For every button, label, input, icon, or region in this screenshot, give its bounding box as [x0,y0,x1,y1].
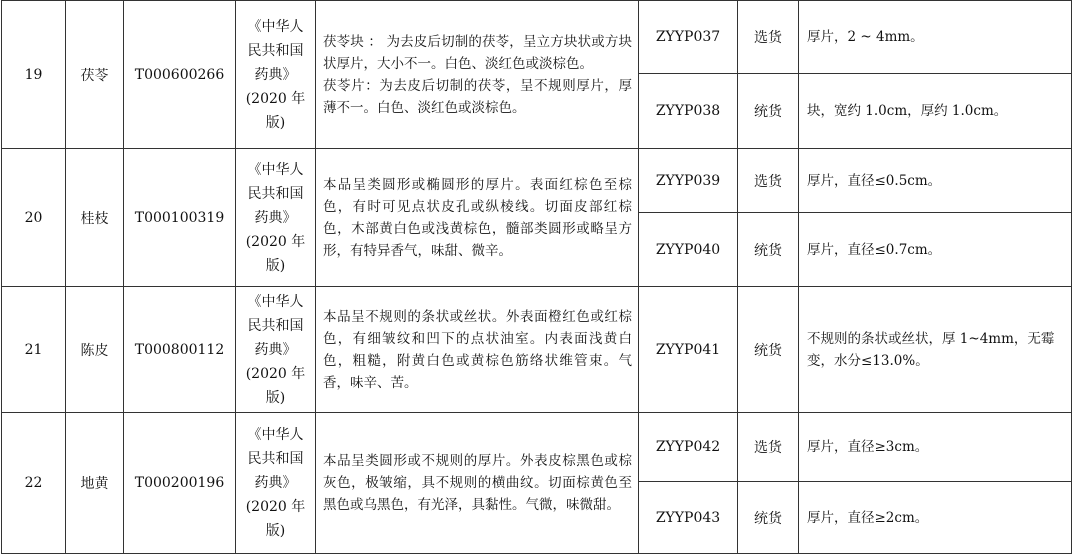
spec-text: 厚片，直径≤0.5cm。 [799,149,1072,213]
standard-line: 《中华人 [247,293,304,310]
standard-line: 药典》 [254,475,297,491]
description-paragraph: 茯苓块 ： 为去皮后切制的茯苓，呈立方块状或方块状厚片，大小不一。白色、淡红色或淡棕色。 [323,33,632,72]
description-paragraph: 本品呈类圆形或椭圆形的厚片。表面红棕色至棕色，有时可见点状皮孔或纵棱线。切面皮部红棕色，木部黄白色或浅黄棕色，髓部类圆形或略呈方形，有特异香气，味甜、微辛。 [323,176,632,259]
row-number: 19 [2,1,66,149]
grade: 统货 [738,213,799,287]
table-row [2,413,1072,482]
standard-line: (2020 年 [245,365,306,382]
grade: 统货 [738,74,799,149]
row-number: 20 [2,149,66,287]
spec-text: 厚片，直径≤0.7cm。 [799,213,1072,287]
standard-line: 药典》 [254,209,297,226]
grade: 选货 [738,149,799,213]
standard-line: 版) [265,523,286,539]
spec-code: ZYYP037 [639,1,738,74]
standard-cell [236,149,316,287]
standard-line: 民共和国 [247,317,304,334]
standard-line: 民共和国 [247,451,304,467]
description-paragraph: 本品呈类圆形或不规则的厚片。外表皮棕黑色或棕灰色，极皱缩，具不规则的横曲纹。切面棕黄色至黑色或乌黑色，有光泽，具黏性。气微，味微甜。 [323,453,632,513]
herb-name: 陈皮 [66,287,124,413]
spec-code: ZYYP040 [639,213,738,287]
herb-id: T000800112 [124,287,236,413]
spec-text: 块，宽约 1.0cm，厚约 1.0cm。 [799,74,1072,149]
standard-line: 版) [265,389,286,406]
herb-name: 桂枝 [66,149,124,287]
description-cell [316,1,639,149]
standard-line: 民共和国 [247,185,304,202]
table-row [2,1,1072,74]
standard-line: 《中华人 [247,18,304,35]
standard-cell [236,413,316,554]
spec-code: ZYYP039 [639,149,738,213]
standard-line: 民共和国 [247,42,304,59]
standard-line: (2020 年 [245,499,306,515]
spec-code: ZYYP042 [639,413,738,482]
spec-code: ZYYP041 [639,287,738,413]
standard-line: (2020 年 [245,90,306,107]
description-paragraph: 茯苓片：为去皮后切制的茯苓，呈不规则厚片，厚薄不一。白色、淡红色或淡棕色。 [323,77,632,116]
herb-spec-table [1,0,1072,554]
table-row [2,287,1072,413]
standard-line: 版) [265,257,286,274]
grade: 统货 [738,287,799,413]
standard-cell [236,287,316,413]
standard-line: 药典》 [254,66,297,83]
standard-line: 药典》 [254,341,297,358]
spec-text: 厚片，2 ~ 4mm。 [799,1,1072,74]
herb-name: 地黄 [66,413,124,554]
row-number: 21 [2,287,66,413]
standard-cell [236,1,316,149]
grade: 选货 [738,413,799,482]
description-paragraph: 本品呈不规则的条状或丝状。外表面橙红色或红棕色，有细皱纹和凹下的点状油室。内表面浅黄白色，粗糙，附黄白色或黄棕色筋络状维管束。气香，味辛、苦。 [323,308,632,391]
grade: 统货 [738,482,799,554]
spec-code: ZYYP043 [639,482,738,554]
description-cell [316,287,639,413]
herb-id: T000200196 [124,413,236,554]
spec-code: ZYYP038 [639,74,738,149]
table-row [2,149,1072,213]
standard-line: 《中华人 [247,161,304,178]
herb-name: 茯苓 [66,1,124,149]
herb-id: T000600266 [124,1,236,149]
description-cell [316,149,639,287]
herb-id: T000100319 [124,149,236,287]
spec-text: 不规则的条状或丝状，厚 1~4mm，无霉变，水分≤13.0%。 [799,287,1072,413]
standard-line: (2020 年 [245,233,306,250]
row-number: 22 [2,413,66,554]
standard-line: 《中华人 [247,427,304,443]
description-cell [316,413,639,554]
spec-text: 厚片，直径≥2cm。 [799,482,1072,554]
grade: 选货 [738,1,799,74]
standard-line: 版) [265,114,286,131]
spec-text: 厚片，直径≥3cm。 [799,413,1072,482]
